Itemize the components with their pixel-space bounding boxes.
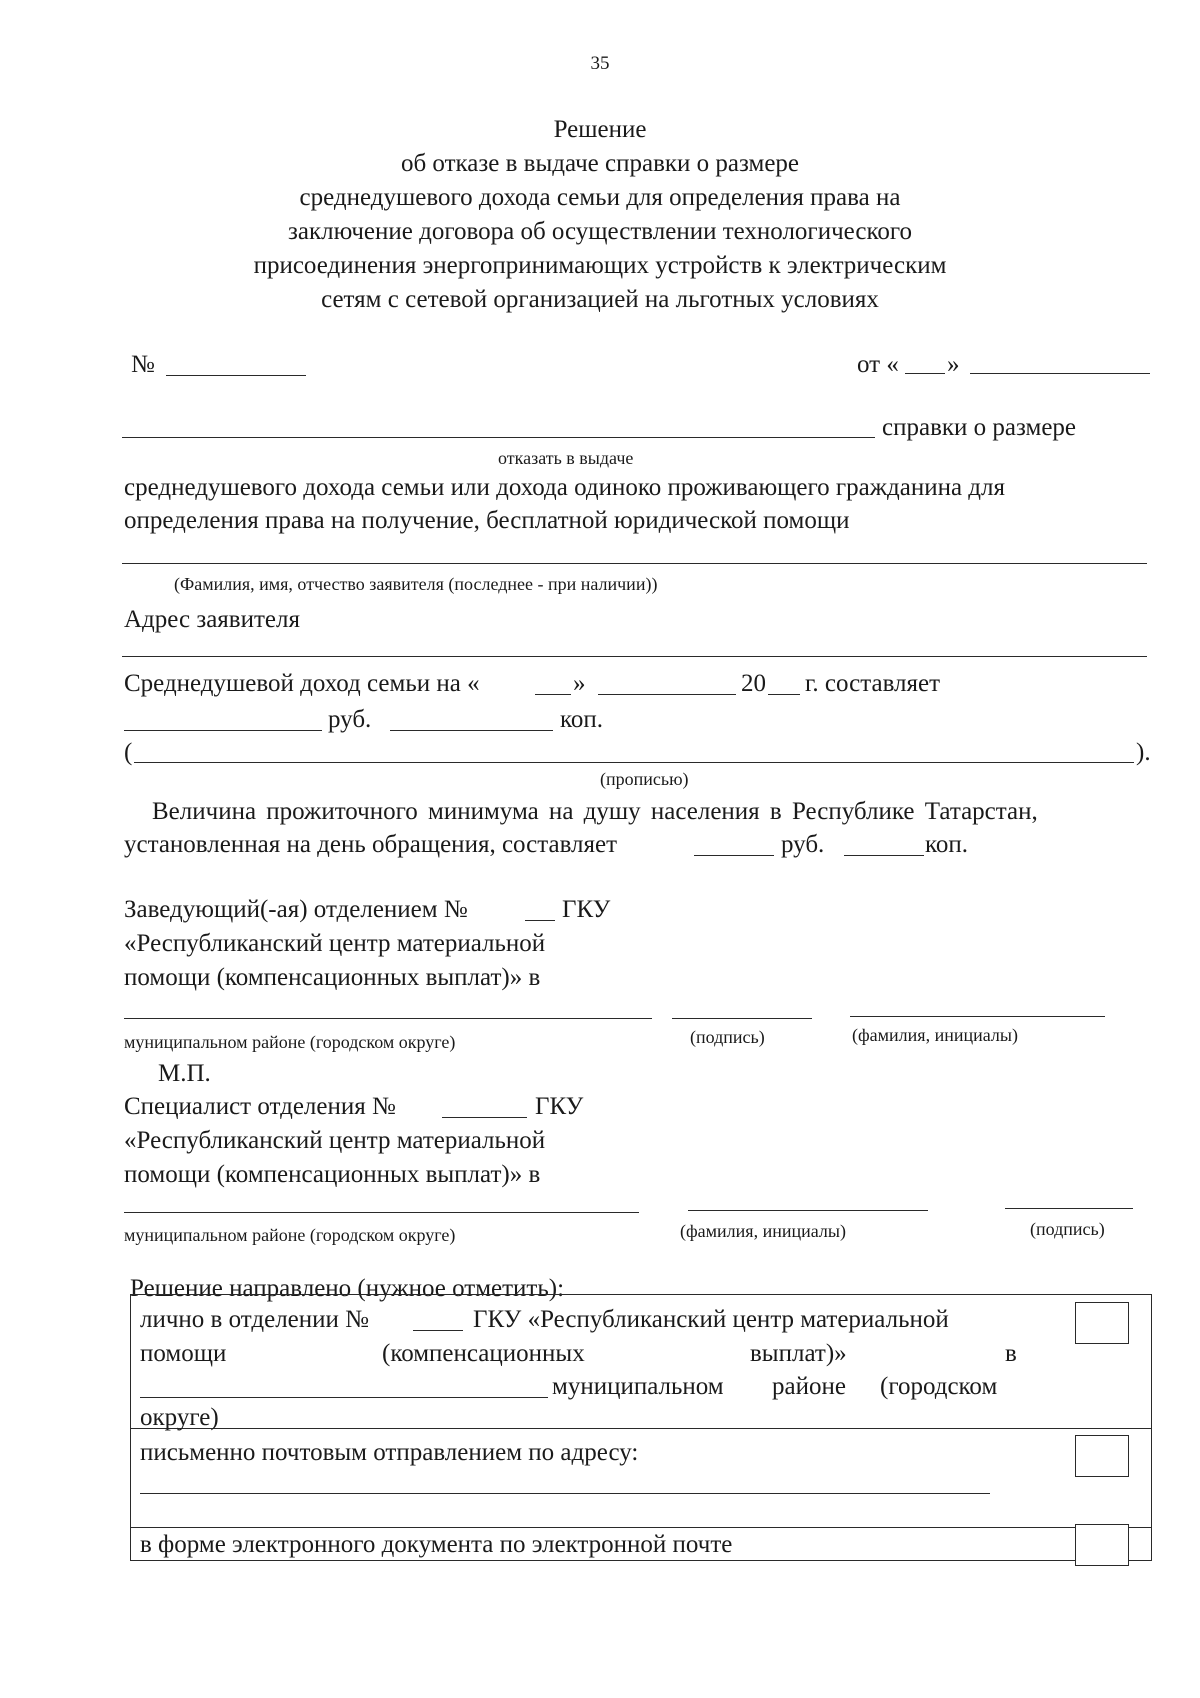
title-line: об отказе в выдаче справки о размере — [400, 150, 800, 177]
income-kop-field[interactable] — [390, 730, 553, 731]
option-text: в форме электронного документа по электронной почте — [140, 1531, 733, 1558]
minimum-rub-label: руб. — [781, 831, 825, 858]
head-department-number-field[interactable] — [525, 920, 555, 921]
income-kop-label: коп. — [560, 706, 604, 733]
option-text: выплат)» — [750, 1340, 847, 1367]
option-text: (компенсационных — [382, 1340, 585, 1367]
option-text: муниципальном — [552, 1373, 724, 1400]
date-day-field[interactable] — [905, 373, 945, 374]
specialist-signature-caption: (подпись) — [1030, 1219, 1105, 1239]
date-quote-close: » — [947, 351, 960, 378]
head-org-text: «Республиканский центр материальной — [124, 930, 546, 957]
title-heading: Решение — [553, 116, 647, 143]
address-field[interactable] — [122, 656, 1147, 657]
head-title-text: Заведующий(-ая) отделением № — [124, 896, 468, 923]
applicant-name-field[interactable] — [122, 563, 1147, 564]
title-line: сетям с сетевой организацией на льготных условиях — [321, 286, 879, 313]
option-text: лично в отделении № — [140, 1306, 370, 1333]
option-text: письменно почтовым отправлением по адресу: — [140, 1439, 639, 1466]
table-row-divider — [130, 1527, 1152, 1528]
title-line: заключение договора об осуществлении технологического — [288, 218, 912, 245]
income-quote-close: » — [573, 670, 586, 697]
stamp-place-label: М.П. — [158, 1060, 211, 1087]
specialist-name-caption: (фамилия, инициалы) — [680, 1221, 846, 1241]
table-border-bottom — [130, 1560, 1152, 1561]
option-text: (городском — [880, 1373, 998, 1400]
income-rub-field[interactable] — [124, 730, 322, 731]
specialist-department-number-field[interactable] — [442, 1117, 527, 1118]
minimum-rub-field[interactable] — [694, 855, 774, 856]
option-text: ГКУ «Республиканский центр материальной — [473, 1306, 949, 1333]
minimum-text: Величина прожиточного минимума на душу населения в Республике Татарстан, — [152, 798, 1038, 825]
specialist-district-field[interactable] — [124, 1212, 639, 1213]
head-name-field[interactable] — [850, 1016, 1105, 1017]
specialist-district-caption: муниципальном районе (городском округе) — [124, 1225, 456, 1245]
option1-checkbox[interactable] — [1075, 1302, 1129, 1344]
specialist-title-gku: ГКУ — [535, 1093, 584, 1120]
refuse-field[interactable] — [122, 437, 875, 438]
head-district-field[interactable] — [124, 1018, 652, 1019]
income-year-field[interactable] — [768, 694, 800, 695]
specialist-org-text: «Республиканский центр материальной — [124, 1127, 546, 1154]
minimum-kop-field[interactable] — [844, 855, 924, 856]
specialist-name-field[interactable] — [688, 1210, 928, 1211]
address-label: Адрес заявителя — [124, 606, 300, 633]
option2-address-field[interactable] — [140, 1493, 990, 1494]
applicant-name-caption: (Фамилия, имя, отчество заявителя (последнее - при наличии)) — [174, 574, 658, 594]
head-district-caption: муниципальном районе (городском округе) — [124, 1032, 456, 1052]
table-border-top — [130, 1294, 1152, 1295]
delivery-heading: Решение направлено (нужное отметить): — [130, 1275, 565, 1302]
head-name-caption: (фамилия, инициалы) — [852, 1025, 1018, 1045]
option-text: помощи — [140, 1340, 227, 1367]
option-text: в — [1005, 1340, 1017, 1367]
decision-number-field[interactable] — [166, 375, 306, 376]
income-rub-label: руб. — [328, 706, 372, 733]
income-day-field[interactable] — [535, 694, 571, 695]
specialist-org-text: помощи (компенсационных выплат)» в — [124, 1161, 541, 1188]
income-words-close: ). — [1136, 739, 1151, 766]
income-month-field[interactable] — [598, 694, 736, 695]
refuse-caption: отказать в выдаче — [498, 448, 634, 468]
head-title-gku: ГКУ — [562, 896, 611, 923]
refusal-body-line: среднедушевого дохода семьи или дохода одиноко проживающего гражданина для — [124, 474, 1006, 501]
table-row-divider — [130, 1428, 1152, 1429]
option1-district-field[interactable] — [140, 1397, 548, 1398]
specialist-title-text: Специалист отделения № — [124, 1093, 396, 1120]
refuse-tail-text: справки о размере — [882, 414, 1077, 441]
minimum-text: установленная на день обращения, составляет — [124, 831, 618, 858]
minimum-kop-label: коп. — [925, 831, 969, 858]
option2-checkbox[interactable] — [1075, 1435, 1129, 1477]
head-signature-caption: (подпись) — [690, 1027, 765, 1047]
income-words-caption: (прописью) — [600, 769, 689, 789]
specialist-signature-field[interactable] — [1005, 1208, 1133, 1209]
title-line: среднедушевого дохода семьи для определения права на — [299, 184, 901, 211]
option-text: районе — [772, 1373, 846, 1400]
income-words-field[interactable] — [134, 762, 1134, 763]
income-words-open: ( — [124, 739, 133, 766]
head-org-text: помощи (компенсационных выплат)» в — [124, 964, 541, 991]
decision-number-label: № — [131, 351, 155, 378]
page-number: 35 — [590, 53, 610, 74]
date-label: от « — [857, 351, 899, 378]
date-month-field[interactable] — [970, 373, 1150, 374]
income-text-end: г. составляет — [805, 670, 941, 697]
title-line: присоединения энергопринимающих устройств к электрическим — [253, 252, 947, 279]
income-year-prefix: 20 — [741, 670, 766, 697]
head-signature-field[interactable] — [672, 1018, 812, 1019]
option3-checkbox[interactable] — [1075, 1524, 1129, 1566]
refusal-body-line: определения права на получение, бесплатной юридической помощи — [124, 507, 850, 534]
option1-department-field[interactable] — [413, 1330, 463, 1331]
income-text: Среднедушевой доход семьи на « — [124, 670, 480, 697]
option-text: округе) — [140, 1404, 219, 1431]
